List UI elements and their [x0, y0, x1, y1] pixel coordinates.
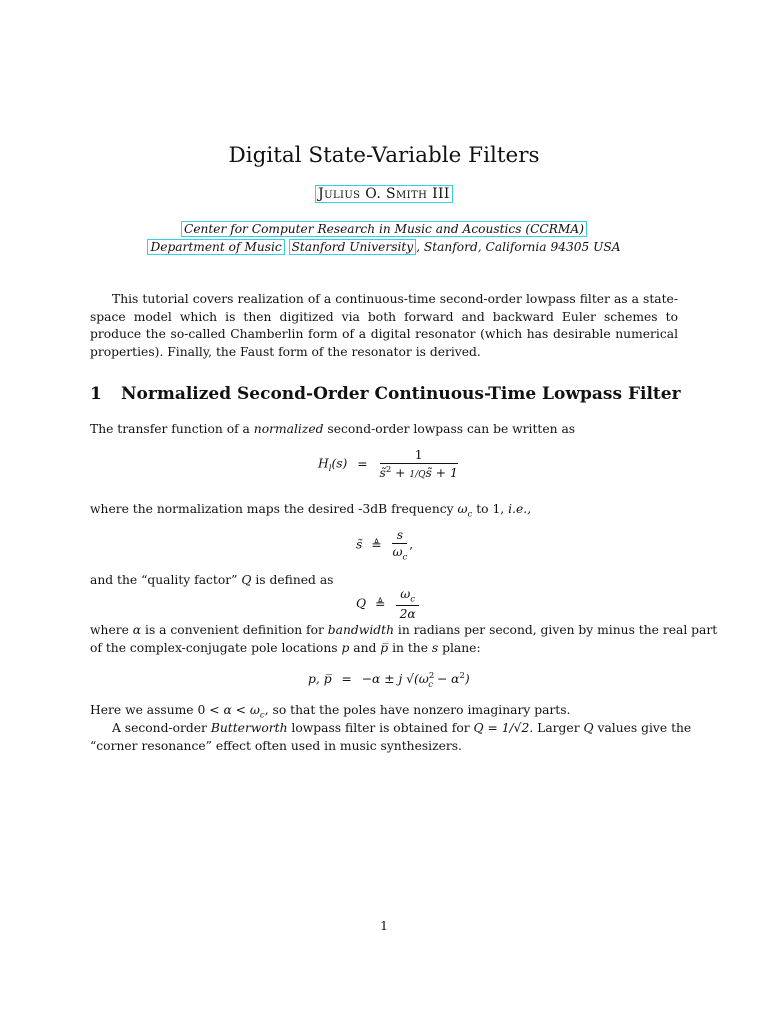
section-heading: [90, 384, 681, 404]
abstract: This tutorial covers realization of a continuous-time second-order lowpass filter as a state-space model which is then digitized via both forward and backward Euler schemes to produce the so-called Chamberlin form of a digital resonator (which has desirable numerical properties). Finally, the Faust form of the resonator is derived.: [90, 292, 678, 359]
paragraph-6-line-1: A second-order Butterworth lowpass filter is obtained for Q = 1/√2. Larger Q values give the: [112, 721, 692, 735]
fraction: $\frac{1}{s̃^2 + 1/Qs̃ + 1}$: [379, 448, 458, 481]
paragraph-3: and the “quality factor” Q is defined as: [90, 573, 334, 587]
department-link[interactable]: Department of Music: [147, 239, 284, 255]
location-text: , Stanford, California 94305 USA: [416, 240, 621, 254]
paper-title: Digital State-Variable Filters: [228, 143, 540, 168]
paragraph-5: Here we assume $0 < \alpha < \omega_c$, so that the poles have nonzero imaginary parts.: [90, 703, 571, 721]
paragraph-2: where the normalization maps the desired -3dB frequency $\omega_c$ to 1, i.e.,: [90, 502, 532, 520]
equation-transfer-function: $H_l(s)$ = $\frac{1}{s̃^2 + 1/Qs̃ + 1}$: [318, 448, 458, 481]
affiliation-line-1: [0, 222, 768, 236]
paragraph-4-line-1: where α is a convenient definition for bandwidth in radians per second, given by minus the real part: [90, 623, 718, 637]
equation-normalization: s̃ ≜ $\frac{s}{\omega_c}$ ,: [356, 528, 414, 563]
ccrma-link[interactable]: Center for Computer Research in Music and Acoustics (CCRMA): [181, 221, 587, 237]
paragraph-4-line-2: of the complex-conjugate pole locations p and p̅ in the s plane:: [90, 641, 481, 655]
paragraph-1: The transfer function of a normalized second-order lowpass can be written as: [90, 422, 576, 436]
page-number: 1: [380, 919, 388, 933]
paragraph-6-line-2: “corner resonance” effect often used in music synthesizers.: [90, 739, 462, 753]
section-number: 1: [90, 384, 102, 404]
section-title: Normalized Second-Order Continuous-Time Lowpass Filter: [121, 384, 681, 404]
university-link[interactable]: Stanford University: [289, 239, 417, 255]
equation-poles: p, p̅ = −α ± j $√(\omega^2_c - \alpha^2)$: [308, 671, 470, 690]
author-link[interactable]: Julius O. Smith III: [315, 185, 453, 203]
equation-quality-factor: Q ≜ $\frac{\omega_c}{2\alpha}$: [356, 587, 421, 621]
affiliation-line-2: [0, 240, 768, 254]
author-block: [0, 186, 768, 202]
